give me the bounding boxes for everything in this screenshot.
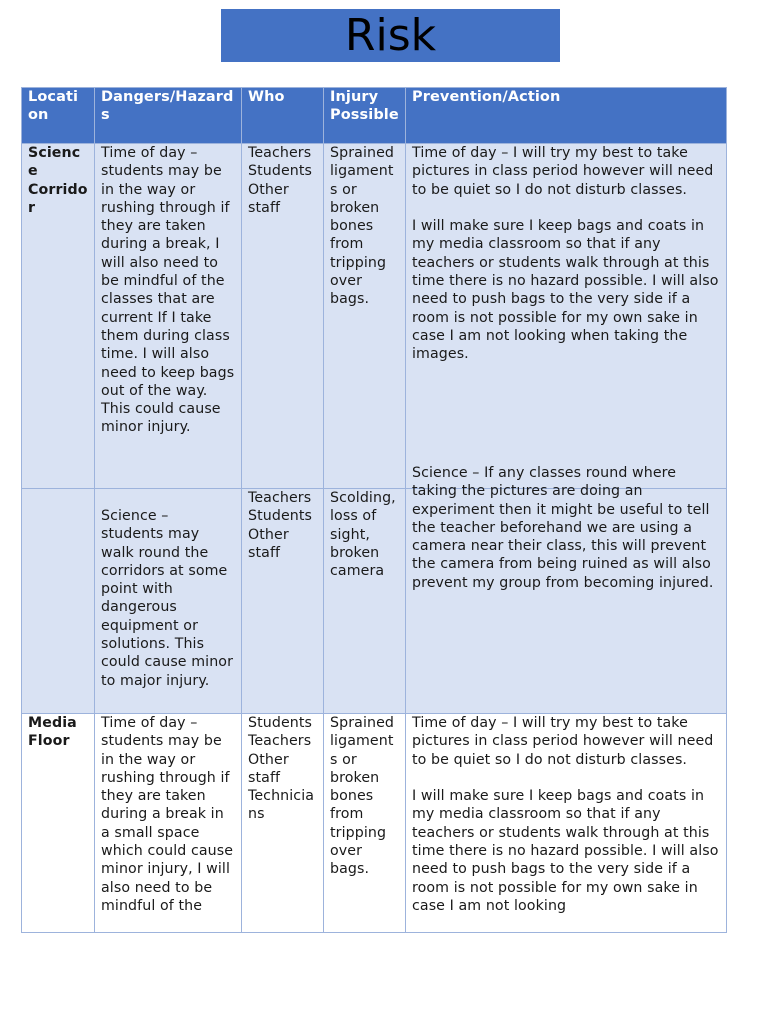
cell-spacer — [101, 489, 235, 507]
cell-who: Students Teachers Other staff Technicians — [242, 714, 324, 933]
cell-location: Media Floor — [22, 714, 95, 933]
header-who: Who — [242, 88, 324, 144]
cell-prevention: Time of day – I will try my best to take pictures in class period however will need to be quiet so I do not disturb classes. I will make sure I keep bags and coats in my media classroom so that if any teachers or students walk through at this time there is no hazard possible. I will also need to push bags to the very side if a room is not possible for my own sake in case I am not looking — [406, 714, 727, 933]
title-banner — [221, 9, 560, 62]
cell-dangers: Time of day – students may be in the way or rushing through if they are taken during a break in a small space which could cause minor injury, I will also need to be mindful of the — [95, 714, 242, 933]
cell-location: Science Corridor — [22, 144, 95, 489]
cell-who: Teachers Students Other staff — [242, 144, 324, 489]
page-title: Risk — [344, 9, 437, 61]
table-header-row — [22, 88, 727, 144]
header-prevention: Prevention/Action — [406, 88, 727, 144]
cell-location — [22, 489, 95, 714]
cell-dangers — [95, 489, 242, 714]
cell-injury: Sprained ligaments or broken bones from tripping over bags. — [324, 144, 406, 489]
table-row — [22, 144, 727, 489]
cell-prevention: Time of day – I will try my best to take pictures in class period however will need to be quiet so I do not disturb classes. I will make sure I keep bags and coats in my media classroom so that if any teachers or students walk through at this time there is no hazard possible. I will also need to push bags to the very side if a room is not possible for my own sake in case I am not looking when taking the images. — [406, 144, 727, 489]
cell-injury: Sprained ligaments or broken bones from tripping over bags. — [324, 714, 406, 933]
cell-who: Teachers Students Other staff — [242, 489, 324, 714]
table-row — [22, 714, 727, 933]
table-row — [22, 489, 727, 714]
cell-dangers: Time of day – students may be in the way or rushing through if they are taken during a break, I will also need to be mindful of the classes that are current If I take them during class time. I will also need to keep bags out of the way. This could cause minor injury. — [95, 144, 242, 489]
cell-dangers-text: Science – students may walk round the corridors at some point with dangerous equipment or solutions. This could cause minor to major injury. — [101, 508, 238, 689]
cell-prevention — [406, 465, 727, 714]
risk-table — [21, 87, 727, 933]
cell-injury: Scolding, loss of sight, broken camera — [324, 489, 406, 714]
header-location: Location — [22, 88, 95, 144]
header-injury: Injury Possible — [324, 88, 406, 144]
cell-prevention-text: Science – If any classes round where taking the pictures are doing an experiment then it might be useful to tell the teacher beforehand we are using a camera near their class, this will prevent the camera from being ruined as will also prevent my group from becoming injured. — [412, 465, 716, 591]
header-dangers: Dangers/Hazards — [95, 88, 242, 144]
